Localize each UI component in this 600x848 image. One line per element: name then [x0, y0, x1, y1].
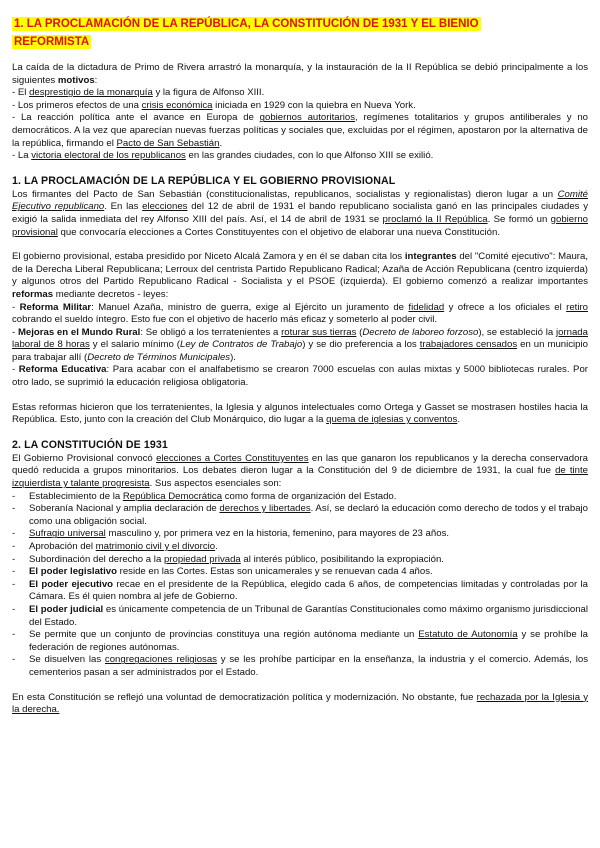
list-item: - Sufragio universal masculino y, por primera vez en la historia, femenino, para mayores de 23 años. [12, 528, 588, 541]
list-item: - Aprobación del matrimonio civil y el divorcio. [12, 541, 588, 554]
reform-item: - Reforma Educativa: Para acabar con el analfabetismo se crearon 7000 escuelas con aulas mixtas y 5000 bibliotecas rurales. Por otro lado, se suprimió la educación religiosa obligatoria. [12, 364, 588, 389]
list-item: - El poder legislativo reside en las Cortes. Estas son unicamerales y se renuevan cada 4 años. [12, 566, 588, 579]
list-item: - Establecimiento de la República Democrática como forma de organización del Estado. [12, 491, 588, 504]
list-item: - Soberanía Nacional y amplia declaración de derechos y libertades. Así, se declaró la educación como derecho de todos y el trabajo como una obligación social. [12, 503, 588, 528]
reform-item: - Mejoras en el Mundo Rural: Se obligó a los terratenientes a roturar sus tierras (Decreto de laboreo forzoso), se estableció la jornada laboral de 8 horas y el salario mínimo (Ley de Contratos de Trabajo) y se dio preferencia a los trabajadores censados en un municipio para trabajar allí (Decreto de Términos Municipales). [12, 326, 588, 363]
section-paragraph: Los firmantes del Pacto de San Sebastián (constitucionalistas, republicanos, socialistas y regionalistas) dieron lugar a un Comité Ejecutivo republicano. En las elecciones del 12 de abril de 1931 el bando republicano socialista ganó en las principales ciudades y exigió la salida inmediata del rey Alfonso XIII del país. Así, el 14 de abril de 1931 se proclamó la II República. Se formó un gobierno provisional que convocaría elecciones a Cortes Constituyentes con el objetivo de elaborar una nueva Constitución. [12, 188, 588, 238]
list-item: - El poder judicial es únicamente competencia de un Tribunal de Garantías Constitucionales como máximo organismo jurisdiccional del Estado. [12, 604, 588, 629]
list-item: - Se permite que un conjunto de provincias constituya una región autónoma mediante un Estatuto de Autonomía y se prohíbe la federación de regiones autónomas. [12, 629, 588, 654]
section-heading: 1. LA PROCLAMACIÓN DE LA REPÚBLICA Y EL GOBIERNO PROVISIONAL [12, 174, 396, 187]
intro-paragraph: La caída de la dictadura de Primo de Rivera arrastró la monarquía, y la instauración de la II República se debió principalmente a los siguientes motivos: [12, 62, 588, 86]
intro-section [12, 62, 588, 163]
section-paragraph: El gobierno provisional, estaba presidido por Niceto Alcalá Zamora y en él se daban cita los integrantes del "Comité ejecutivo": Maura, de la Derecha Liberal Republicana; Lerroux del centrista Partido Republicano Radical; Azaña de Acción Republicana (centro izquierda) y algunos otros del Partido Republicano Radical - Socialista y el PSOE (izquierda). El gobierno comenzó a realizar importantes reformas mediante decretos - leyes: [12, 251, 588, 300]
motive-item: - El desprestigio de la monarquía y la figura de Alfonso XIII. [12, 87, 265, 99]
section-constitution [12, 439, 588, 717]
document-page [12, 14, 588, 717]
constitution-aspects-list [12, 491, 588, 680]
reform-item: - Reforma Militar: Manuel Azaña, ministro de guerra, exige al Ejército un juramento de fidelidad y ofrece a los oficiales el retiro cobrando el sueldo íntegro. Esto fue con el objetivo de hacerlo más eficaz y someterlo al poder civil. [12, 301, 588, 326]
section-heading: 2. LA CONSTITUCIÓN DE 1931 [12, 438, 168, 451]
list-item: - El poder ejecutivo recae en el presidente de la República, elegido cada 6 años, de competencias limitadas y controladas por la Cámara. Es él quien nombra al jefe de Gobierno. [12, 579, 588, 604]
motive-item: - Los primeros efectos de una crisis económica iniciada en 1929 con la quiebra en Nueva York. [12, 99, 416, 111]
list-item: - Subordinación del derecho a la propiedad privada al interés público, posibilitando la expropiación. [12, 554, 588, 567]
motive-item: - La reacción política ante el avance en Europa de gobiernos autoritarios, regímenes totalitarios y grupos antiliberales y no democráticos. A la vez que aparecían nuevas fuerzas políticas y sociales que, excluidas por el régimen, apostaron por la alternativa de la república, firmando el Pacto de San Sebastián. [12, 112, 588, 149]
motive-item: - La victoria electoral de los republicanos en las grandes ciudades, con lo que Alfonso XIII se exilió. [12, 150, 434, 162]
section-paragraph: Estas reformas hicieron que los terratenientes, la Iglesia y algunos intelectuales como Ortega y Gasset se mostrasen hostiles hacia la República. Esto, junto con la creación del Club Monárquico, dio lugar a la quema de iglesias y conventos. [12, 401, 588, 426]
section-paragraph: En esta Constitución se reflejó una voluntad de democratización política y modernización. No obstante, fue rechazada por la Iglesia y la derecha. [12, 691, 588, 716]
page-title: 1. LA PROCLAMACIÓN DE LA REPÚBLICA, LA CONSTITUCIÓN DE 1931 Y EL BIENIO REFORMISTA [14, 18, 479, 48]
title-block [12, 14, 482, 50]
list-item: - Se disuelven las congregaciones religiosas y se les prohíbe participar en la enseñanza, la industria y el comercio. Además, los cementerios pasan a ser administrados por el Estado. [12, 654, 588, 679]
section-paragraph: El Gobierno Provisional convocó elecciones a Cortes Constituyentes en las que ganaron los republicanos y la derecha conservadora quedó reducida a grupos minoritarios. Los debates dieron lugar a la Constitución del 9 de diciembre de 1931, la cual fue de tinte izquierdista y talante progresista. Sus aspectos esenciales son: [12, 452, 588, 490]
section-provisional-government [12, 175, 588, 427]
